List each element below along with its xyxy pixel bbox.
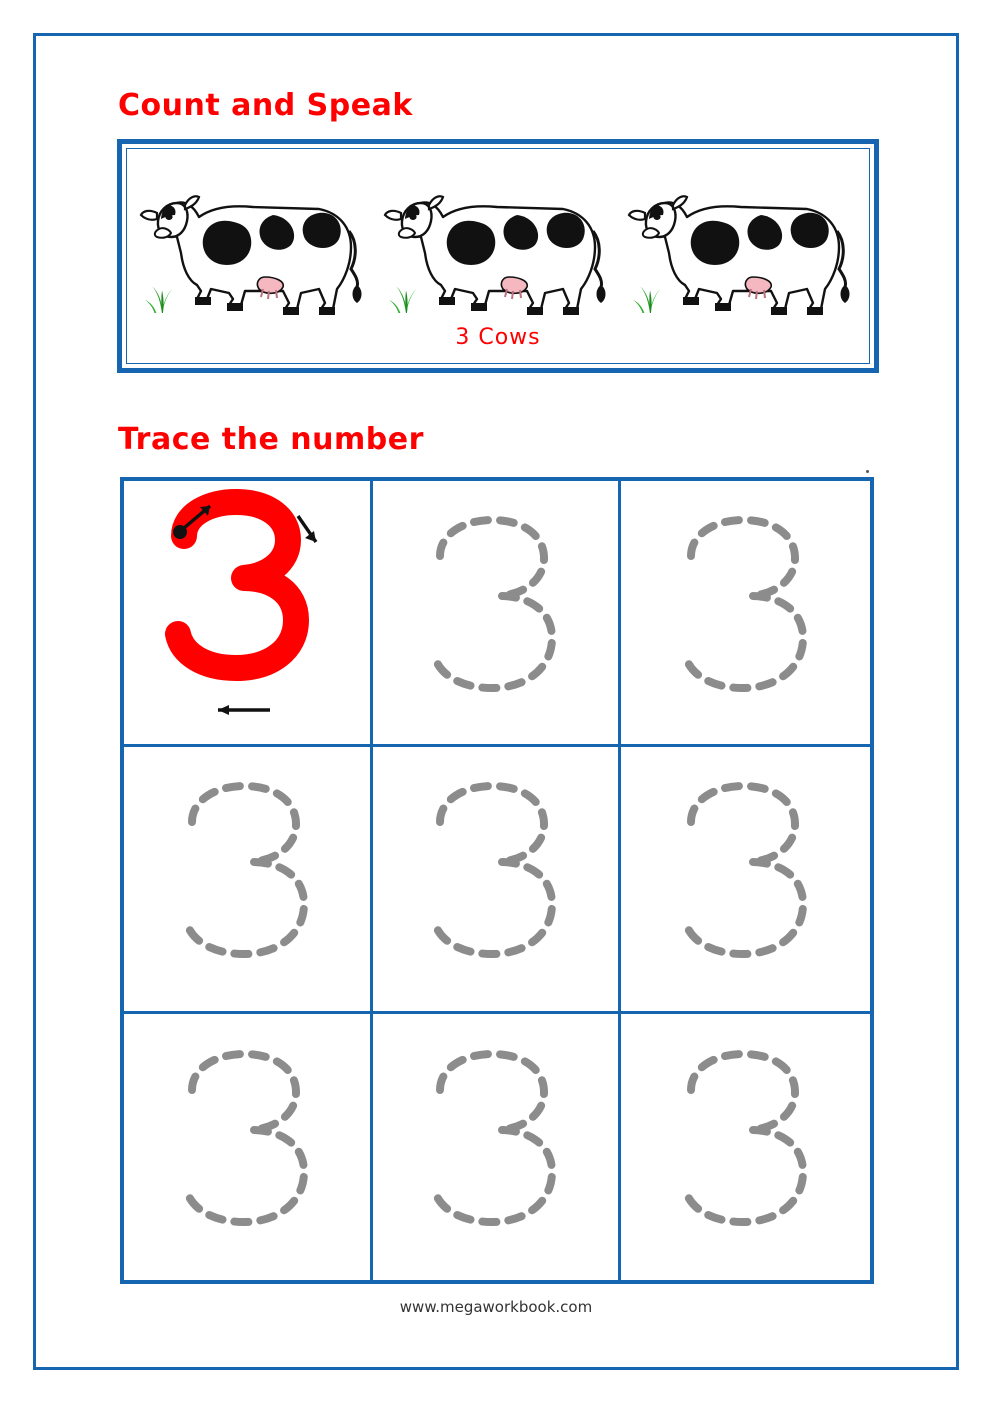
- trace-the-number-heading: Trace the number: [118, 422, 424, 457]
- trace-cell-guide[interactable]: [124, 481, 373, 747]
- grass-icon: [143, 279, 181, 313]
- number-three-guide-icon: [132, 488, 362, 738]
- number-three-dashed-icon: [162, 774, 332, 984]
- number-three-dashed-icon: [410, 774, 580, 984]
- count-label: 3 Cows: [455, 325, 541, 350]
- number-three-dashed-icon: [661, 774, 831, 984]
- trace-cell-dashed[interactable]: [373, 747, 622, 1013]
- trace-cell-dashed[interactable]: [373, 481, 622, 747]
- count-item-2: [377, 157, 627, 317]
- grass-icon: [631, 279, 669, 313]
- count-item-1: [133, 157, 383, 317]
- trace-cell-dashed[interactable]: [621, 481, 870, 747]
- grass-icon: [387, 279, 425, 313]
- number-three-dashed-icon: [162, 1042, 332, 1252]
- cow-row: [127, 157, 869, 317]
- count-panel-inner-border: [126, 148, 870, 364]
- number-three-dashed-icon: [410, 1042, 580, 1252]
- count-and-speak-panel: [117, 139, 879, 373]
- number-three-dashed-icon: [661, 508, 831, 718]
- count-item-3: [621, 157, 871, 317]
- page-speck: [866, 470, 869, 473]
- trace-grid: [120, 477, 874, 1284]
- trace-cell-dashed[interactable]: [621, 747, 870, 1013]
- number-three-dashed-icon: [661, 1042, 831, 1252]
- count-and-speak-heading: Count and Speak: [118, 88, 413, 123]
- trace-cell-dashed[interactable]: [621, 1014, 870, 1280]
- trace-cell-dashed[interactable]: [124, 747, 373, 1013]
- footer-url: www.megaworkbook.com: [399, 1298, 593, 1316]
- trace-cell-dashed[interactable]: [124, 1014, 373, 1280]
- trace-cell-dashed[interactable]: [373, 1014, 622, 1280]
- number-three-dashed-icon: [410, 508, 580, 718]
